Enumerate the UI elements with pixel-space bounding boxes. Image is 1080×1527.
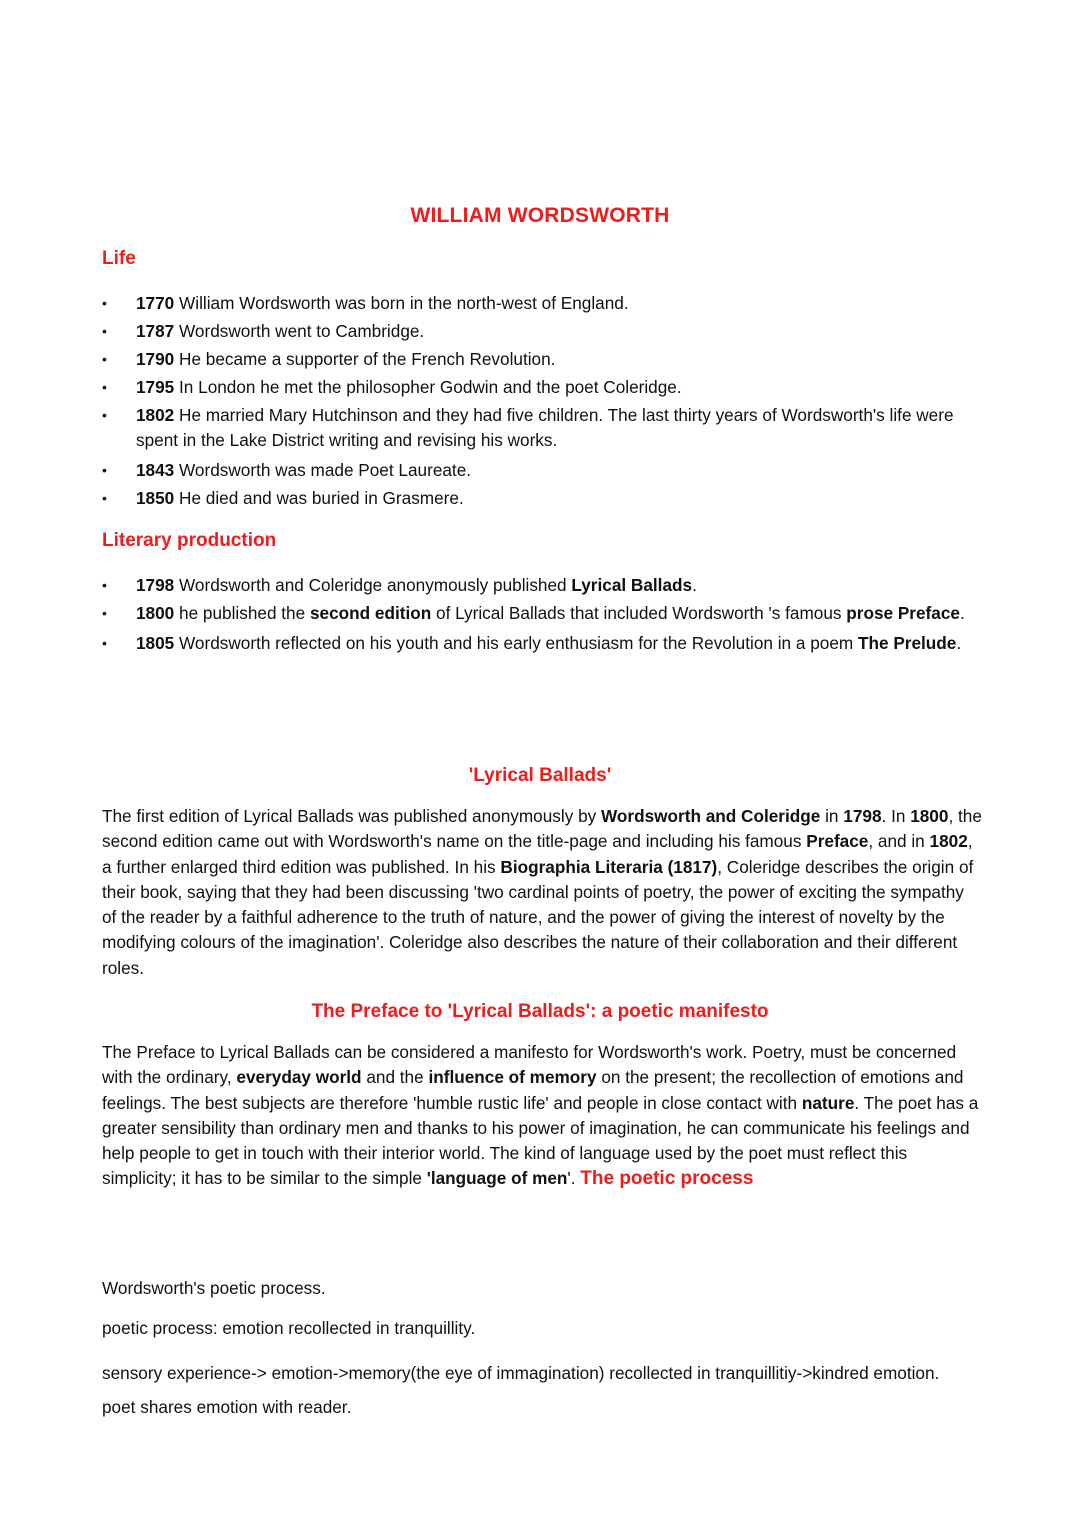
text: , Coleridge describes the origin of their book, saying that they had been discussing 'two cardinal points of poetry, the power of exciting the sympathy of the reader by a faithful adherence to the truth of nature, and the power of giving the interest of novelty by the modifying colours of the imagination'. Coleridge also describes the nature of their collaboration and their different roles. [102, 856, 974, 978]
emphasis: Biographia Literaria (1817) [500, 856, 718, 877]
list-item [102, 291, 982, 316]
emphasis: influence of memory [428, 1067, 597, 1088]
year: 1770 [136, 293, 175, 313]
emphasis: 1802 [929, 831, 968, 852]
text: , the second edition came out with Wordsworth's name on the title-page and including his famous [102, 806, 982, 852]
poetic-process-heading: The poetic process [580, 1168, 754, 1190]
emphasis: 'language of men [426, 1168, 568, 1189]
emphasis: Wordsworth and Coleridge [601, 806, 821, 826]
year: 1787 [136, 321, 175, 341]
item-text: . [959, 603, 965, 623]
bullet: • [102, 605, 107, 621]
item-text: He became a supporter of the French Revolution. [174, 349, 556, 369]
text: , and in [868, 831, 930, 852]
book-title: Lyrical Ballads [571, 575, 693, 595]
bullet: • [102, 490, 107, 506]
bullet: • [102, 407, 107, 423]
item-text: Wordsworth was made Poet Laureate. [174, 460, 472, 480]
year: 1805 [136, 633, 175, 653]
literary-list [102, 573, 982, 659]
year: 1843 [136, 460, 175, 480]
text: The first edition of Lyrical Ballads was published anonymously by [102, 806, 602, 826]
list-item [102, 601, 982, 626]
bullet: • [102, 379, 107, 395]
note-line-2: poetic process: emotion recollected in tranquillity. [102, 1318, 476, 1338]
list-item [102, 375, 982, 400]
year: 1795 [136, 377, 175, 397]
emphasis: second edition [309, 603, 432, 623]
item-text: Wordsworth and Coleridge anonymously published [174, 575, 572, 595]
life-list [102, 291, 982, 514]
note-line-1: Wordsworth's poetic process. [102, 1278, 326, 1298]
lyrical-ballads-paragraph [102, 804, 982, 981]
life-heading: Life [102, 248, 136, 269]
bullet: • [102, 577, 107, 593]
text: , a further enlarged third edition was published. In his [102, 831, 973, 877]
page-title: WILLIAM WORDSWORTH [410, 204, 670, 227]
preface-paragraph [102, 1040, 982, 1192]
item-text: . [956, 633, 962, 653]
item-text: He married Mary Hutchinson and they had five children. The last thirty years of Wordsworth's life were spent in the Lake District writing and revising his works. [136, 405, 954, 450]
year: 1790 [136, 349, 175, 369]
bullet: • [102, 323, 107, 339]
text: and the [361, 1067, 429, 1088]
list-item [102, 573, 982, 598]
item-text: . [692, 575, 697, 595]
year: 1800 [136, 603, 175, 623]
preface-heading: The Preface to 'Lyrical Ballads': a poetic manifesto [311, 1001, 769, 1022]
emphasis: nature [801, 1092, 855, 1113]
list-item [102, 319, 982, 344]
year: 1798 [136, 575, 175, 595]
item-text: Wordsworth went to Cambridge. [174, 321, 425, 341]
literary-heading: Literary production [102, 530, 277, 551]
emphasis: 1798 [843, 806, 882, 826]
note-line-3: sensory experience-> emotion->memory(the eye of immagination) recollected in tranquillitiy->kindred emotion. poet shares emotion with reader. [102, 1363, 940, 1417]
bullet: • [102, 351, 107, 367]
item-text: In London he met the philosopher Godwin and the poet Coleridge. [174, 377, 682, 397]
item-text: of Lyrical Ballads that included Wordsworth 's famous [431, 603, 847, 623]
year: 1802 [136, 405, 175, 425]
bullet: • [102, 635, 107, 651]
list-item [102, 458, 982, 483]
list-item [102, 486, 982, 511]
list-item [102, 403, 982, 453]
item-text: William Wordsworth was born in the north-west of England. [174, 293, 629, 313]
text: . In [881, 806, 911, 826]
emphasis: everyday world [236, 1067, 362, 1088]
item-text: Wordsworth reflected on his youth and his early enthusiasm for the Revolution in a poem [174, 633, 858, 653]
year: 1850 [136, 488, 175, 508]
text: in [820, 806, 844, 826]
text: on the present; the recollection of emotions and feelings. The best subjects are therefore 'humble rustic life' and people in close contact with [102, 1067, 964, 1113]
text: '. [567, 1168, 581, 1189]
lyrical-ballads-heading: 'Lyrical Ballads' [468, 765, 612, 786]
text: . The poet has a greater sensibility than ordinary men and thanks to his power of imagination, he can communicate his feelings and help people to get in touch with their interior world. The kind of language used by the poet must reflect this simplicity; it has to be similar to the simple [102, 1092, 979, 1189]
list-item [102, 347, 982, 372]
bullet: • [102, 295, 107, 311]
emphasis: prose Preface [846, 603, 960, 623]
item-text: He died and was buried in Grasmere. [174, 488, 464, 508]
item-text: he published the [174, 603, 310, 623]
book-title: The Prelude [857, 633, 957, 653]
bullet: • [102, 462, 107, 478]
text: The Preface to Lyrical Ballads can be considered a manifesto for Wordsworth's work. Poetry, must be concerned with the ordinary, [102, 1042, 957, 1088]
emphasis: Preface [806, 831, 869, 852]
list-item [102, 631, 982, 656]
emphasis: 1800 [910, 806, 949, 826]
